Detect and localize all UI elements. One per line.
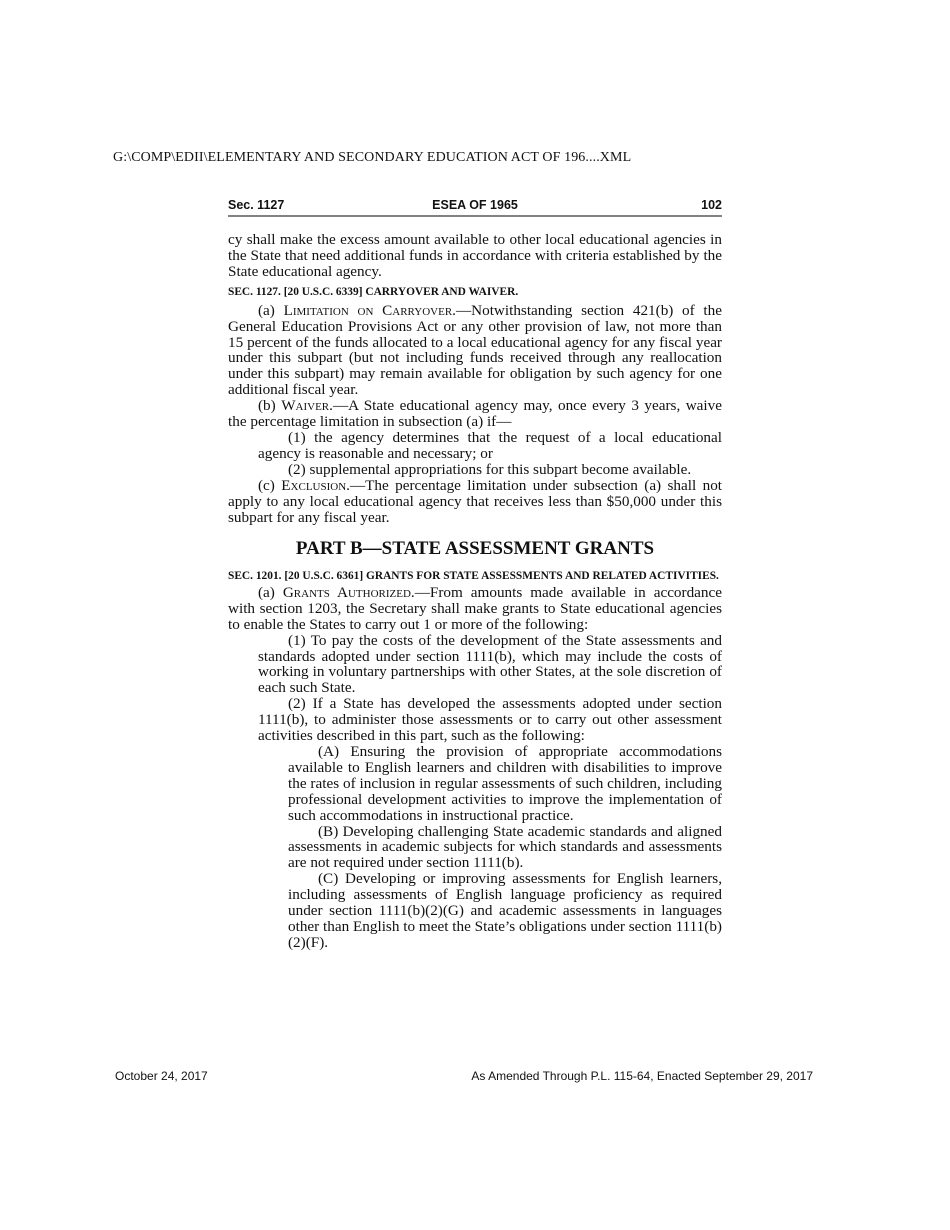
subsection-1201-a [228,585,722,633]
section-1201-heading [228,570,722,583]
section-1127-title: CARRYOVER AND WAIVER. [362,285,519,298]
subparagraph-1201-a-2-C: (C) Developing or improving assessments for English learners, including assessments of English language proficiency as required under section 1111(b)(2)(G) and academic assessments in languages other than English to meet the State’s obligations under section 1111(b)(2)(F). [288,870,722,951]
running-head-section: Sec. 1127 [228,197,285,213]
body-text [228,232,722,951]
subsection-label: (a) [258,583,283,601]
footer-date: October 24, 2017 [115,1069,208,1083]
section-1201-citation: [20 U.S.C. 6361] [284,570,364,583]
subsection-label: (c) [258,476,282,494]
section-1127-citation: [20 U.S.C. 6339] [283,285,363,298]
subsection-label: (b) [258,397,282,415]
subsection-text: —The percentage limitation under subsection (a) shall not apply to any local educational agency that receives less than $50,000 under this subpart for any fiscal year. [228,476,723,526]
subsection-text: —Notwithstanding section 421(b) of the General Education Provisions Act or any other provision of law, not more than 15 percent of the funds allocated to a local educational agency for any fiscal year under this subpart (but not including funds received through any reallocation under this subpart) may remain available for obligation by such agency for one additional fiscal year. [228,301,722,399]
page-number: 102 [701,197,722,213]
section-1127-heading [228,286,722,299]
subsection-1127-a [228,303,722,398]
part-heading: PART B—STATE ASSESSMENT GRANTS [295,538,655,560]
subsection-text: —From amounts made available in accordance with section 1203, the Secretary shall make grants to State educational agencies to enable the States to carry out 1 or more of the following: [228,583,722,633]
subsection-title: Grants Authorized. [282,583,415,601]
section-1201-number: SEC. 1201. [228,570,285,583]
paragraph-1127-b-2: (2) supplemental appropriations for this subpart become available. [288,460,692,478]
footer-amended: As Amended Through P.L. 115-64, Enacted September 29, 2017 [471,1069,813,1083]
section-1201-title: GRANTS FOR STATE ASSESSMENTS AND RELATED ACTIVITIES. [363,570,719,583]
subparagraph-1201-a-2-B: (B) Developing challenging State academic standards and aligned assessments in academic subjects for which standards and assessments are not required under section 1111(b). [288,822,722,872]
paragraph-1201-a-1: (1) To pay the costs of the development of the State assessments and standards adopted under section 1111(b), which may include the costs of working in voluntary partnerships with other States, at the sole discretion of each such State. [258,631,722,697]
file-path: G:\COMP\EDII\ELEMENTARY AND SECONDARY EDUCATION ACT OF 196....XML [113,150,632,165]
paragraph-1127-b-1: (1) the agency determines that the request of a local educational agency is reasonable and necessary; or [258,428,722,462]
subsection-1127-c [228,478,722,526]
paragraph-1201-a-2: (2) If a State has developed the assessments adopted under section 1111(b), to administer those assessments or to carry out other assessment activities described in this part, such as the following: [258,695,722,745]
subsection-text: —A State educational agency may, once every 3 years, waive the percentage limitation in subsection (a) if— [228,397,722,431]
page-column [228,195,722,951]
subsection-title: Limitation on Carryover. [283,301,456,319]
subsection-title: Exclusion. [281,476,350,494]
subparagraph-1201-a-2-A: (A) Ensuring the provision of appropriate accommodations available to English learners and children with disabilities to improve the rates of inclusion in regular assessments of such children, including professional development activities to improve the implementation of such accommodations in instructional practice. [288,742,722,824]
subsection-label: (a) [258,301,284,319]
section-1127-number: SEC. 1127. [228,285,284,298]
running-head-title: ESEA OF 1965 [432,197,518,213]
subsection-title: Waiver. [281,397,333,415]
continuation-paragraph: cy shall make the excess amount available to other local educational agencies in the State that need additional funds in accordance with criteria established by the State educational agency. [228,231,722,280]
running-head [228,194,722,216]
subsection-1127-b [228,398,722,430]
